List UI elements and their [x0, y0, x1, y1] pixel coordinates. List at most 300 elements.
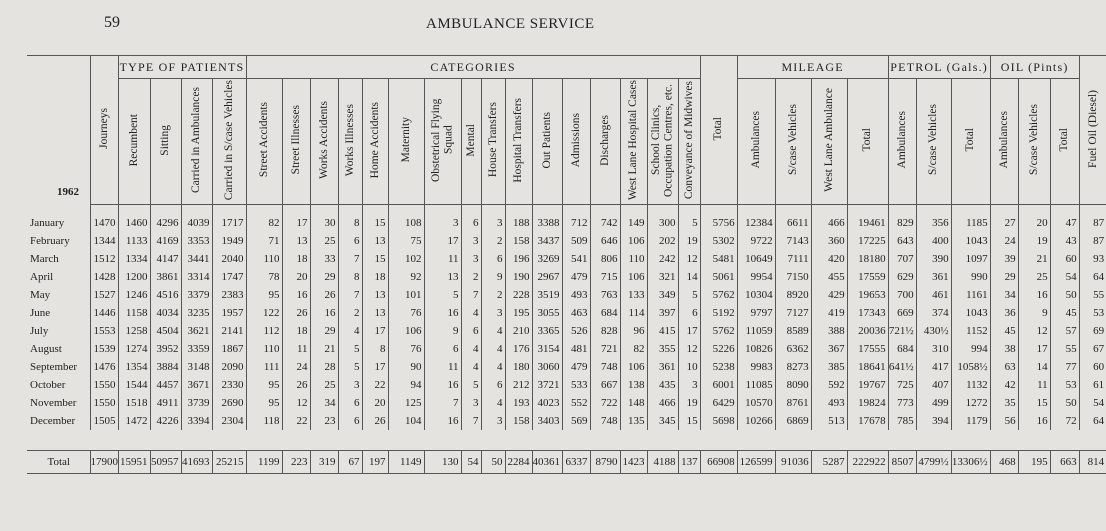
cell-value: 4 [461, 304, 481, 322]
cell-value: 466 [647, 394, 678, 412]
cell-value: 54 [1050, 268, 1079, 286]
cell-value: 102 [388, 250, 424, 268]
cell-value: 2 [461, 268, 481, 286]
cell-value: 66908 [700, 451, 737, 474]
header-carried-scase: Carried in S/case Vehicles [222, 79, 235, 201]
cell-value: 1512 [90, 250, 118, 268]
cell-value: 106 [620, 358, 647, 376]
cell-value: 7 [424, 394, 461, 412]
header-obstetrical-flying-squad: Obstetrical Flying Squad [429, 98, 455, 182]
cell-value: 17 [678, 322, 700, 340]
cell-value: 16 [424, 376, 461, 394]
cell-value: 8 [362, 340, 388, 358]
cell-value: 76 [388, 340, 424, 358]
cell-value: 4034 [150, 304, 181, 322]
ambulance-statistics-table [27, 55, 1106, 474]
cell-value: 1200 [118, 268, 150, 286]
header-oil-ambulances: Ambulances [997, 111, 1010, 169]
cell-value: 15 [362, 205, 388, 233]
cell-value: 1527 [90, 286, 118, 304]
cell-value: 138 [620, 376, 647, 394]
cell-value: 721½ [888, 322, 916, 340]
cell-value: 25 [310, 376, 338, 394]
cell-value: 1246 [118, 286, 150, 304]
cell-value: 242 [647, 250, 678, 268]
cell-value: 3235 [181, 304, 212, 322]
cell-value: 390 [916, 250, 951, 268]
header-oil-scase: S/case Vehicles [1027, 104, 1040, 176]
cell-value: 499 [916, 394, 951, 412]
cell-value: 50 [1050, 286, 1079, 304]
row-label: June [27, 304, 90, 322]
cell-value: 721 [590, 340, 620, 358]
header-home-accidents: Home Accidents [368, 101, 381, 179]
cell-value: 3359 [181, 340, 212, 358]
cell-value: 415 [647, 322, 678, 340]
cell-value: 148 [620, 394, 647, 412]
table-row [27, 322, 1106, 340]
cell-value: 1423 [620, 451, 647, 474]
cell-value: 196 [505, 250, 532, 268]
cell-value: 3861 [150, 268, 181, 286]
cell-value: 684 [888, 340, 916, 358]
cell-value: 3884 [150, 358, 181, 376]
cell-value: 3269 [532, 250, 562, 268]
cell-value: 13 [362, 232, 388, 250]
cell-value: 828 [590, 322, 620, 340]
cell-value: 6 [424, 340, 461, 358]
cell-value: 11 [424, 358, 461, 376]
header-petrol-scase: S/case Vehicles [927, 104, 940, 176]
cell-value: 67 [1093, 343, 1105, 355]
cell-value: 4911 [150, 394, 181, 412]
cell-value: 1446 [90, 304, 118, 322]
cell-value: 1274 [118, 340, 150, 358]
table-row [27, 250, 1106, 268]
cell-value: 4504 [150, 322, 181, 340]
cell-value: 407 [916, 376, 951, 394]
cell-value: 345 [647, 412, 678, 430]
cell-value: 994 [951, 340, 990, 358]
cell-value: 513 [811, 412, 847, 430]
table-row [27, 412, 1106, 430]
header-school-clinics: School Clinics, Occupation Centres, etc. [649, 83, 675, 197]
cell-value: 5238 [700, 358, 737, 376]
cell-value: 43 [1050, 232, 1079, 250]
cell-value: 17559 [847, 268, 888, 286]
cell-value: 1867 [212, 340, 246, 358]
cell-value: 24 [990, 232, 1018, 250]
cell-value: 50 [481, 451, 505, 474]
cell-value: 300 [647, 205, 678, 233]
cell-value: 17343 [847, 304, 888, 322]
cell-value: 180 [505, 358, 532, 376]
cell-value: 641½ [888, 358, 916, 376]
cell-value: 78 [246, 268, 282, 286]
cell-value: 1544 [118, 376, 150, 394]
header-petrol-total: Total [964, 128, 977, 152]
cell-value: 25215 [212, 451, 246, 474]
cell-value: 4296 [150, 205, 181, 233]
cell-value: 3379 [181, 286, 212, 304]
cell-value: 17555 [847, 340, 888, 358]
cell-value: 17678 [847, 412, 888, 430]
cell-value: 1505 [90, 412, 118, 430]
cell-value: 104 [388, 412, 424, 430]
cell-value: 7 [461, 412, 481, 430]
cell-value: 361 [916, 268, 951, 286]
cell-value: 319 [310, 451, 338, 474]
cell-value: 3739 [181, 394, 212, 412]
cell-value: 137 [678, 451, 700, 474]
cell-value: 785 [888, 412, 916, 430]
cell-value: 5287 [811, 451, 847, 474]
cell-value: 5 [678, 205, 700, 233]
table-row [27, 340, 1106, 358]
cell-value: 54 [461, 451, 481, 474]
cell-value: 420 [811, 250, 847, 268]
cell-value: 8 [338, 205, 362, 233]
cell-value: 13306½ [951, 451, 990, 474]
cell-value: 9 [1018, 304, 1050, 322]
cell-value: 69 [1093, 325, 1105, 337]
cell-value: 3 [461, 250, 481, 268]
cell-value: 1553 [90, 322, 118, 340]
cell-value: 493 [811, 394, 847, 412]
cell-value: 397 [647, 304, 678, 322]
cell-value: 82 [620, 340, 647, 358]
cell-value: 6869 [775, 412, 811, 430]
cell-value: 18641 [847, 358, 888, 376]
cell-value: 75 [388, 232, 424, 250]
cell-value: 3 [678, 376, 700, 394]
cell-value: 16 [1018, 412, 1050, 430]
cell-value: 16 [424, 304, 461, 322]
cell-value: 2090 [212, 358, 246, 376]
cell-value: 24 [282, 358, 310, 376]
cell-value: 6 [461, 322, 481, 340]
cell-value: 8 [338, 268, 362, 286]
cell-value: 2 [338, 304, 362, 322]
cell-value: 19824 [847, 394, 888, 412]
cell-value: 6362 [775, 340, 811, 358]
cell-value: 210 [505, 322, 532, 340]
cell-value: 4023 [532, 394, 562, 412]
cell-value: 479 [562, 268, 590, 286]
cell-value: 33 [310, 250, 338, 268]
cell-value: 195 [1018, 451, 1050, 474]
header-journeys: Journeys [97, 108, 110, 149]
row-label: October [27, 376, 90, 394]
cell-value: 569 [562, 412, 590, 430]
cell-value: 4 [461, 340, 481, 358]
header-mileage-total: Total [861, 128, 874, 152]
header-oil-total: Total [1058, 128, 1071, 152]
cell-value: 8790 [590, 451, 620, 474]
row-label: January [27, 205, 90, 233]
cell-value: 669 [888, 304, 916, 322]
cell-value: 11 [1018, 376, 1050, 394]
cell-value: 3314 [181, 268, 212, 286]
cell-value: 12 [282, 394, 310, 412]
cell-value: 3 [461, 232, 481, 250]
cell-value: 1334 [118, 250, 150, 268]
cell-value: 3 [338, 376, 362, 394]
cell-value: 3519 [532, 286, 562, 304]
cell-value: 60 [1093, 361, 1105, 373]
row-label: April [27, 268, 90, 286]
cell-value: 13 [362, 286, 388, 304]
header-total-categories: Total [712, 116, 725, 141]
cell-value: 94 [388, 376, 424, 394]
cell-value: 1550 [90, 394, 118, 412]
row-label: March [27, 250, 90, 268]
cell-value: 26 [310, 286, 338, 304]
cell-value: 108 [388, 205, 424, 233]
cell-value: 17 [1018, 340, 1050, 358]
cell-value: 15 [362, 250, 388, 268]
cell-value: 3437 [532, 232, 562, 250]
cell-value: 9722 [737, 232, 775, 250]
cell-value: 6429 [700, 394, 737, 412]
cell-value: 5061 [700, 268, 737, 286]
cell-value: 1354 [118, 358, 150, 376]
cell-value: 64 [1093, 271, 1105, 283]
cell-value: 64 [1093, 415, 1105, 427]
cell-value: 4 [338, 322, 362, 340]
cell-value: 3055 [532, 304, 562, 322]
cell-value: 1518 [118, 394, 150, 412]
cell-value: 8761 [775, 394, 811, 412]
cell-value: 29 [310, 268, 338, 286]
cell-value: 28 [310, 358, 338, 376]
cell-value: 93 [1093, 253, 1105, 265]
cell-value: 763 [590, 286, 620, 304]
cell-value: 4169 [150, 232, 181, 250]
group-categories: CATEGORIES [246, 56, 700, 79]
cell-value: 19 [1018, 232, 1050, 250]
cell-value: 19 [678, 394, 700, 412]
cell-value: 4 [481, 340, 505, 358]
cell-value: 468 [990, 451, 1018, 474]
cell-value: 228 [505, 286, 532, 304]
cell-value: 1344 [90, 232, 118, 250]
cell-value: 77 [1050, 358, 1079, 376]
cell-value: 55 [1050, 340, 1079, 358]
cell-value: 4039 [181, 205, 212, 233]
cell-value: 374 [916, 304, 951, 322]
cell-value: 3952 [150, 340, 181, 358]
cell-value: 6611 [775, 205, 811, 233]
cell-value: 2330 [212, 376, 246, 394]
cell-value: 388 [811, 322, 847, 340]
row-label: December [27, 412, 90, 430]
header-recumbent: Recumbent [127, 113, 140, 167]
cell-value: 23 [310, 412, 338, 430]
cell-value: 17 [362, 322, 388, 340]
cell-value: 5 [461, 376, 481, 394]
cell-value: 10 [678, 358, 700, 376]
cell-value: 1097 [951, 250, 990, 268]
cell-value: 3 [461, 394, 481, 412]
cell-value: 355 [647, 340, 678, 358]
cell-value: 15 [1018, 394, 1050, 412]
cell-value: 3671 [181, 376, 212, 394]
cell-value: 16 [282, 286, 310, 304]
cell-value: 7143 [775, 232, 811, 250]
cell-value: 8273 [775, 358, 811, 376]
cell-value: 135 [620, 412, 647, 430]
cell-value: 1717 [212, 205, 246, 233]
cell-value: 4799½ [916, 451, 951, 474]
cell-value: 629 [888, 268, 916, 286]
cell-value: 16 [1018, 286, 1050, 304]
cell-value: 7150 [775, 268, 811, 286]
cell-value: 133 [620, 286, 647, 304]
group-oil: OIL (Pints) [990, 56, 1079, 79]
table-row [27, 358, 1106, 376]
cell-value: 61 [1093, 379, 1105, 391]
cell-value: 360 [811, 232, 847, 250]
cell-value: 455 [811, 268, 847, 286]
cell-value: 6 [678, 304, 700, 322]
cell-value: 53 [1093, 307, 1105, 319]
cell-value: 1149 [388, 451, 424, 474]
cell-value: 707 [888, 250, 916, 268]
cell-value: 417 [916, 358, 951, 376]
cell-value: 90 [388, 358, 424, 376]
row-label: February [27, 232, 90, 250]
cell-value: 95 [246, 376, 282, 394]
cell-value: 3 [481, 304, 505, 322]
cell-value: 6001 [700, 376, 737, 394]
cell-value: 1199 [246, 451, 282, 474]
header-works-illnesses: Works Illnesses [343, 103, 356, 177]
total-row [27, 451, 1106, 474]
cell-value: 3 [481, 412, 505, 430]
cell-value: 533 [562, 376, 590, 394]
table-row [27, 376, 1106, 394]
cell-value: 773 [888, 394, 916, 412]
cell-value: 15 [678, 412, 700, 430]
cell-value: 45 [990, 322, 1018, 340]
cell-value: 361 [647, 358, 678, 376]
cell-value: 1133 [118, 232, 150, 250]
cell-value: 5192 [700, 304, 737, 322]
cell-value: 106 [388, 322, 424, 340]
cell-value: 55 [1093, 289, 1105, 301]
cell-value: 17 [362, 358, 388, 376]
cell-value: 2967 [532, 268, 562, 286]
cell-value: 34 [990, 286, 1018, 304]
header-hospital-transfers: Hospital Transfers [512, 97, 525, 183]
cell-value: 19461 [847, 205, 888, 233]
cell-value: 126599 [737, 451, 775, 474]
cell-value: 541 [562, 250, 590, 268]
cell-value: 20 [362, 394, 388, 412]
cell-value: 11 [282, 340, 310, 358]
header-house-transfers: House Transfers [486, 102, 499, 178]
cell-value: 4147 [150, 250, 181, 268]
cell-value: 10826 [737, 340, 775, 358]
cell-value: 87 [1093, 217, 1105, 229]
cell-value: 67 [338, 451, 362, 474]
cell-value: 18 [282, 250, 310, 268]
cell-value: 50957 [150, 451, 181, 474]
cell-value: 712 [562, 205, 590, 233]
cell-value: 110 [246, 250, 282, 268]
cell-value: 125 [388, 394, 424, 412]
cell-value: 25 [310, 232, 338, 250]
cell-value: 10570 [737, 394, 775, 412]
cell-value: 722 [590, 394, 620, 412]
cell-value: 26 [282, 304, 310, 322]
cell-value: 21 [310, 340, 338, 358]
cell-value: 700 [888, 286, 916, 304]
cell-value: 2040 [212, 250, 246, 268]
cell-value: 20 [282, 268, 310, 286]
cell-value: 3403 [532, 412, 562, 430]
cell-value: 2304 [212, 412, 246, 430]
cell-value: 95 [246, 394, 282, 412]
row-label: August [27, 340, 90, 358]
cell-value: 111 [246, 358, 282, 376]
cell-value: 6 [338, 394, 362, 412]
cell-value: 394 [916, 412, 951, 430]
cell-value: 38 [990, 340, 1018, 358]
cell-value: 13 [362, 304, 388, 322]
header-mileage-ambulances: Ambulances [749, 111, 762, 169]
cell-value: 385 [811, 358, 847, 376]
cell-value: 223 [282, 451, 310, 474]
table-row [27, 394, 1106, 412]
cell-value: 1472 [118, 412, 150, 430]
cell-value: 3441 [181, 250, 212, 268]
cell-value: 1058½ [951, 358, 990, 376]
header-sitting: Sitting [159, 124, 172, 156]
cell-value: 814 [1079, 451, 1106, 474]
cell-value: 76 [388, 304, 424, 322]
cell-value: 4 [461, 358, 481, 376]
cell-value: 367 [811, 340, 847, 358]
cell-value: 509 [562, 232, 590, 250]
cell-value: 748 [590, 358, 620, 376]
header-carried-ambulances: Carried in Ambulances [190, 86, 203, 194]
cell-value: 45 [1050, 304, 1079, 322]
cell-value: 13 [282, 232, 310, 250]
page-title: AMBULANCE SERVICE [426, 16, 595, 32]
cell-value: 18 [282, 322, 310, 340]
cell-value: 87 [1093, 235, 1105, 247]
cell-value: 10649 [737, 250, 775, 268]
cell-value: 29 [310, 322, 338, 340]
cell-value: 17225 [847, 232, 888, 250]
cell-value: 9983 [737, 358, 775, 376]
cell-value: 12 [678, 340, 700, 358]
cell-value: 461 [916, 286, 951, 304]
cell-value: 130 [424, 451, 461, 474]
cell-value: 20036 [847, 322, 888, 340]
cell-value: 5762 [700, 286, 737, 304]
cell-value: 2383 [212, 286, 246, 304]
cell-value: 35 [990, 394, 1018, 412]
cell-value: 1258 [118, 322, 150, 340]
cell-value: 30 [310, 205, 338, 233]
header-admissions: Admissions [569, 112, 582, 168]
cell-value: 9 [424, 322, 461, 340]
cell-value: 95 [246, 286, 282, 304]
cell-value: 11 [424, 250, 461, 268]
